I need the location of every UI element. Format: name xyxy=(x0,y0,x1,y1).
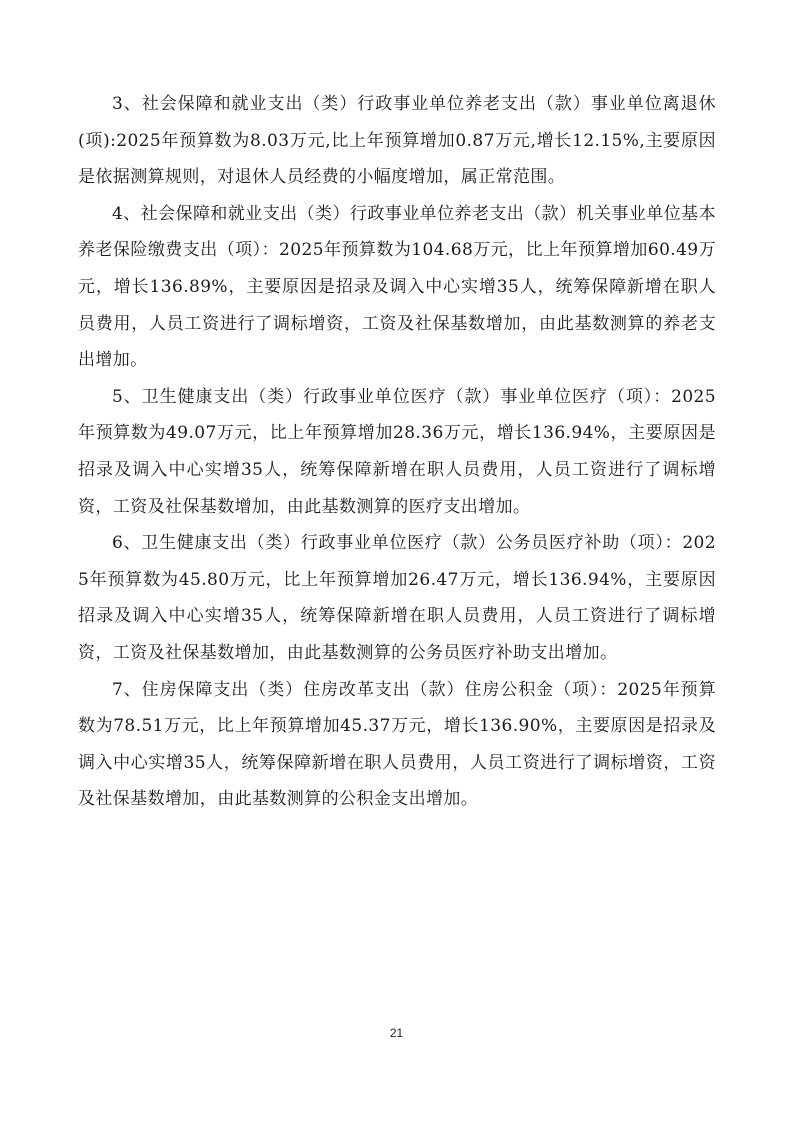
paragraph-item-3: 3、社会保障和就业支出（类）行政事业单位养老支出（款）事业单位离退休(项):2025年预算数为8.03万元,比上年预算增加0.87万元,增长12.15%,主要原因是依据测算规则，对退休人员经费的小幅度增加，属正常范围。 xyxy=(78,94,716,188)
paragraph-item-4: 4、社会保障和就业支出（类）行政事业单位养老支出（款）机关事业单位基本养老保险缴费支出（项）：2025年预算数为104.68万元，比上年预算增加60.49万元，增长136.89%，主要原因是招录及调入中心实增35人，统筹保障新增在职人员费用，人员工资进行了调标增资，工资及社保基数增加，由此基数测算的养老支出增加。 xyxy=(78,203,716,371)
paragraph-item-6: 6、卫生健康支出（类）行政事业单位医疗（款）公务员医疗补助（项）：2025年预算数为45.80万元，比上年预算增加26.47万元，增长136.94%，主要原因招录及调入中心实增35人，统筹保障新增在职人员费用，人员工资进行了调标增资，工资及社保基数增加，由此基数测算的公务员医疗补助支出增加。 xyxy=(78,533,716,663)
paragraph-item-5: 5、卫生健康支出（类）行政事业单位医疗（款）事业单位医疗（项）：2025年预算数为49.07万元，比上年预算增加28.36万元，增长136.94%，主要原因是招录及调入中心实增35人，统筹保障新增在职人员费用，人员工资进行了调标增资，工资及社保基数增加，由此基数测算的医疗支出增加。 xyxy=(78,386,716,517)
paragraph-item-7: 7、住房保障支出（类）住房改革支出（款）住房公积金（项）：2025年预算数为78.51万元，比上年预算增加45.37万元，增长136.90%，主要原因是招录及调入中心实增35人，统筹保障新增在职人员费用，人员工资进行了调标增资，工资及社保基数增加，由此基数测算的公积金支出增加。 xyxy=(78,679,716,810)
page-number: 21 xyxy=(389,1026,404,1040)
document-body xyxy=(78,86,716,818)
